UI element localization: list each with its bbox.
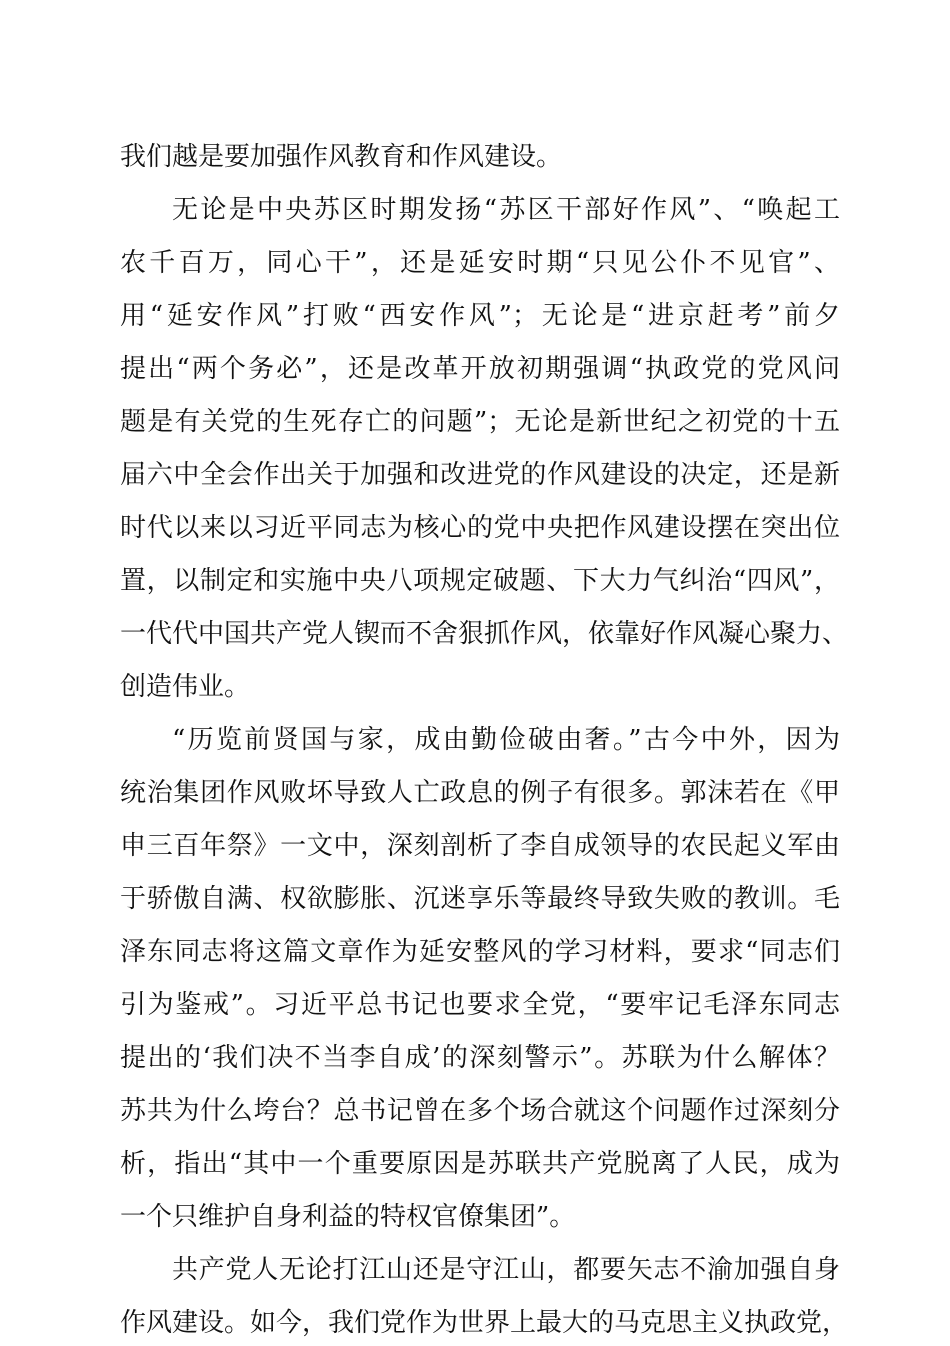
text-line: 置，以制定和实施中央八项规定破题、下大力气纠治“四风”， — [120, 566, 840, 596]
text-line: 一代代中国共产党人锲而不舍狠抓作风，依靠好作风凝心聚力、 — [120, 619, 849, 649]
text-line: 我们越是要加强作风教育和作风建设。 — [120, 142, 563, 172]
text-line: 提出的‘我们决不当李自成’的深刻警示”。苏联为什么解体？ — [120, 1043, 840, 1073]
paragraph-first-line: 共产党人无论打江山还是守江山，都要矢志不渝加强自身 — [172, 1255, 840, 1285]
text-line: 用“延安作风”打败“西安作风”；无论是“进京赶考”前夕 — [120, 301, 840, 331]
text-line: 作风建设。如今，我们党作为世界上最大的马克思主义执政党， — [120, 1308, 849, 1338]
text-line: 统治集团作风败坏导致人亡政息的例子有很多。郭沫若在《甲 — [120, 778, 840, 808]
text-line: 泽东同志将这篇文章作为延安整风的学习材料，要求“同志们 — [120, 937, 840, 967]
text-line: 题是有关党的生死存亡的问题”；无论是新世纪之初党的十五 — [120, 407, 840, 437]
paragraph-first-line: 无论是中央苏区时期发扬“苏区干部好作风”、“唤起工 — [172, 195, 840, 225]
text-line: 引为鉴戒”。习近平总书记也要求全党，“要牢记毛泽东同志 — [120, 990, 840, 1020]
text-line: 创造伟业。 — [120, 672, 251, 702]
text-line: 一个只维护自身利益的特权官僚集团”。 — [120, 1202, 576, 1232]
text-line: 苏共为什么垮台？总书记曾在多个场合就这个问题作过深刻分 — [120, 1096, 840, 1126]
text-line: 于骄傲自满、权欲膨胀、沉迷享乐等最终导致失败的教训。毛 — [120, 884, 840, 914]
text-line: 析，指出“其中一个重要原因是苏联共产党脱离了人民，成为 — [120, 1149, 840, 1179]
text-line: 提出“两个务必”，还是改革开放初期强调“执政党的党风问 — [120, 354, 840, 384]
text-line: 申三百年祭》一文中，深刻剖析了李自成领导的农民起义军由 — [120, 831, 840, 861]
paragraph-first-line: “历览前贤国与家，成由勤俭破由奢。”古今中外，因为 — [172, 725, 840, 755]
text-line: 届六中全会作出关于加强和改进党的作风建设的决定，还是新 — [120, 460, 840, 490]
text-line: 时代以来以习近平同志为核心的党中央把作风建设摆在突出位 — [120, 513, 840, 543]
text-line: 农千百万，同心干”，还是延安时期“只见公仆不见官”、 — [120, 248, 840, 278]
